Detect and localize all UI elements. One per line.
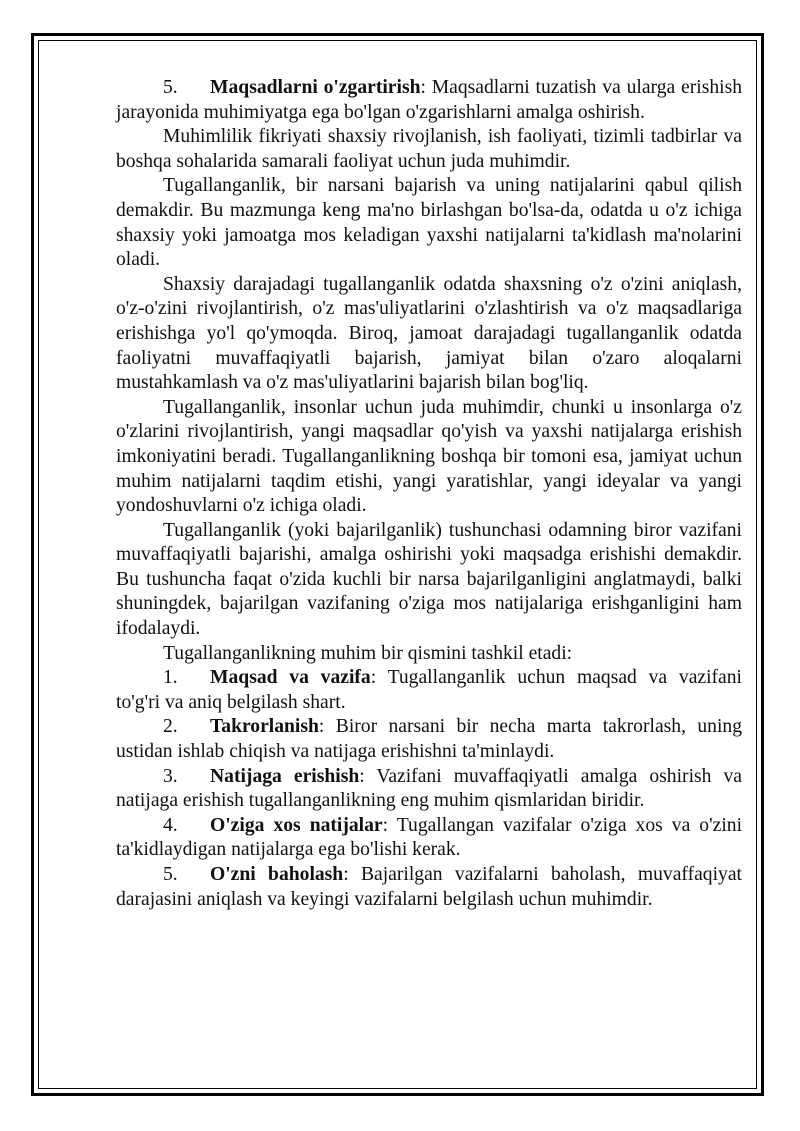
item-term: Takrorlanish [210,716,319,738]
item-text: : Bajarilgan vazifalarni baholash, muvaffaqiyat darajasini aniqlash va keyingi vazifalarni belgilash uchun muhimdir. [116,864,742,910]
item-number: 4. [163,814,178,836]
item-text: : Biror narsani bir necha marta takrorlash, uning ustidan ishlab chiqish va natijaga erishishni ta'minlaydi. [116,716,742,763]
paragraph: Tugallanganlikning muhim bir qismini tashkil etadi: [163,642,573,664]
item-term: Maqsadlarni o'zgartirish [210,77,421,98]
paragraph: Tugallanganlik (yoki bajarilganlik) tushunchasi odamning biror vazifani muvaffaqiyatli bajarishi, amalga oshirishi yoki maqsadga erishishi demakdir. Bu tushuncha faqat o'zida kuchli bir narsa bajarilganligini anglatmaydi, balki shuningdek, bajarilgan vazifaning o'ziga mos natijalariga erishganligini ham ifodalaydi. [116,519,742,640]
list-item-5 [116,863,742,912]
item-term: Maqsad va vazifa [210,667,371,689]
item-number: 1. [163,667,178,689]
item-text: : Maqsadlarni tuzatish va ularga erishish jarayonida muhimiyatga ega bo'lgan o'zgarishlarni amalga oshirish. [116,77,743,123]
item-text: : Vazifani muvaffaqiyatli amalga oshirish va natijaga erishish tugallanganlikning eng muhim qismlaridan biridir. [116,765,742,812]
list-item-2 [116,715,742,764]
paragraph: Tugallanganlik, insonlar uchun juda muhimdir, chunki u insonlarga o'z o'zlarini rivojlantirish, yangi maqsadlar qo'yish va yaxshi natijalarga erishish imkoniyatini beradi. Tugallanganlikning boshqa bir tomoni esa, jamiyat uchun muhim natijalarni taqdim etishi, yangi yaratishlar, yangi ideyalar va yangi yondoshuvlarni o'z ichiga oladi. [116,396,742,517]
item-term: Natijaga erishish [210,765,360,787]
paragraph: Shaxsiy darajadagi tugallanganlik odatda shaxsning o'z o'zini aniqlash, o'z-o'zini rivojlantirish, o'z mas'uliyatlarini o'zlashtirish va o'z maqsadlariga erishishga yo'l qo'ymoqda. Biroq, jamoat darajadagi tugallanganlik odatda faoliyatni muvaffaqiyatli bajarish, jamiyat bilan o'zaro aloqalarni mustahkamlash va o'z mas'uliyatlarini bajarish bilan bog'liq. [116,273,742,394]
item-text: : Tugallanganlik uchun maqsad va vazifani to'g'ri va aniq belgilash shart. [116,667,742,713]
item-text: : Tugallangan vazifalar o'ziga xos va o'zini ta'kidlaydigan natijalarga ega bo'lishi kerak. [116,814,743,861]
document-body [116,76,742,912]
list-item-4 [116,814,742,863]
paragraph: Tugallanganlik, bir narsani bajarish va uning natijalarini qabul qilish demakdir. Bu mazmunga keng ma'no birlashgan bo'lsa-da, odatda u o'z ichiga shaxsiy yoki jamoatga mos keladigan yaxshi natijalarni ta'kidlash ma'nolarini oladi. [116,175,742,271]
list-item-5a [116,76,742,125]
list-item-3 [116,765,742,814]
item-term: O'zni baholash [210,864,344,885]
item-term: O'ziga xos natijalar [210,814,383,836]
item-number: 2. [163,716,178,738]
item-number: 5. [163,864,178,885]
list-item-1 [116,666,742,715]
paragraph: Muhimlilik fikriyati shaxsiy rivojlanish, ish faoliyati, tizimli tadbirlar va boshqa sohalarida samarali faoliyat uchun juda muhimdir. [116,126,742,172]
item-number: 3. [163,765,178,787]
item-number: 5. [163,77,178,98]
